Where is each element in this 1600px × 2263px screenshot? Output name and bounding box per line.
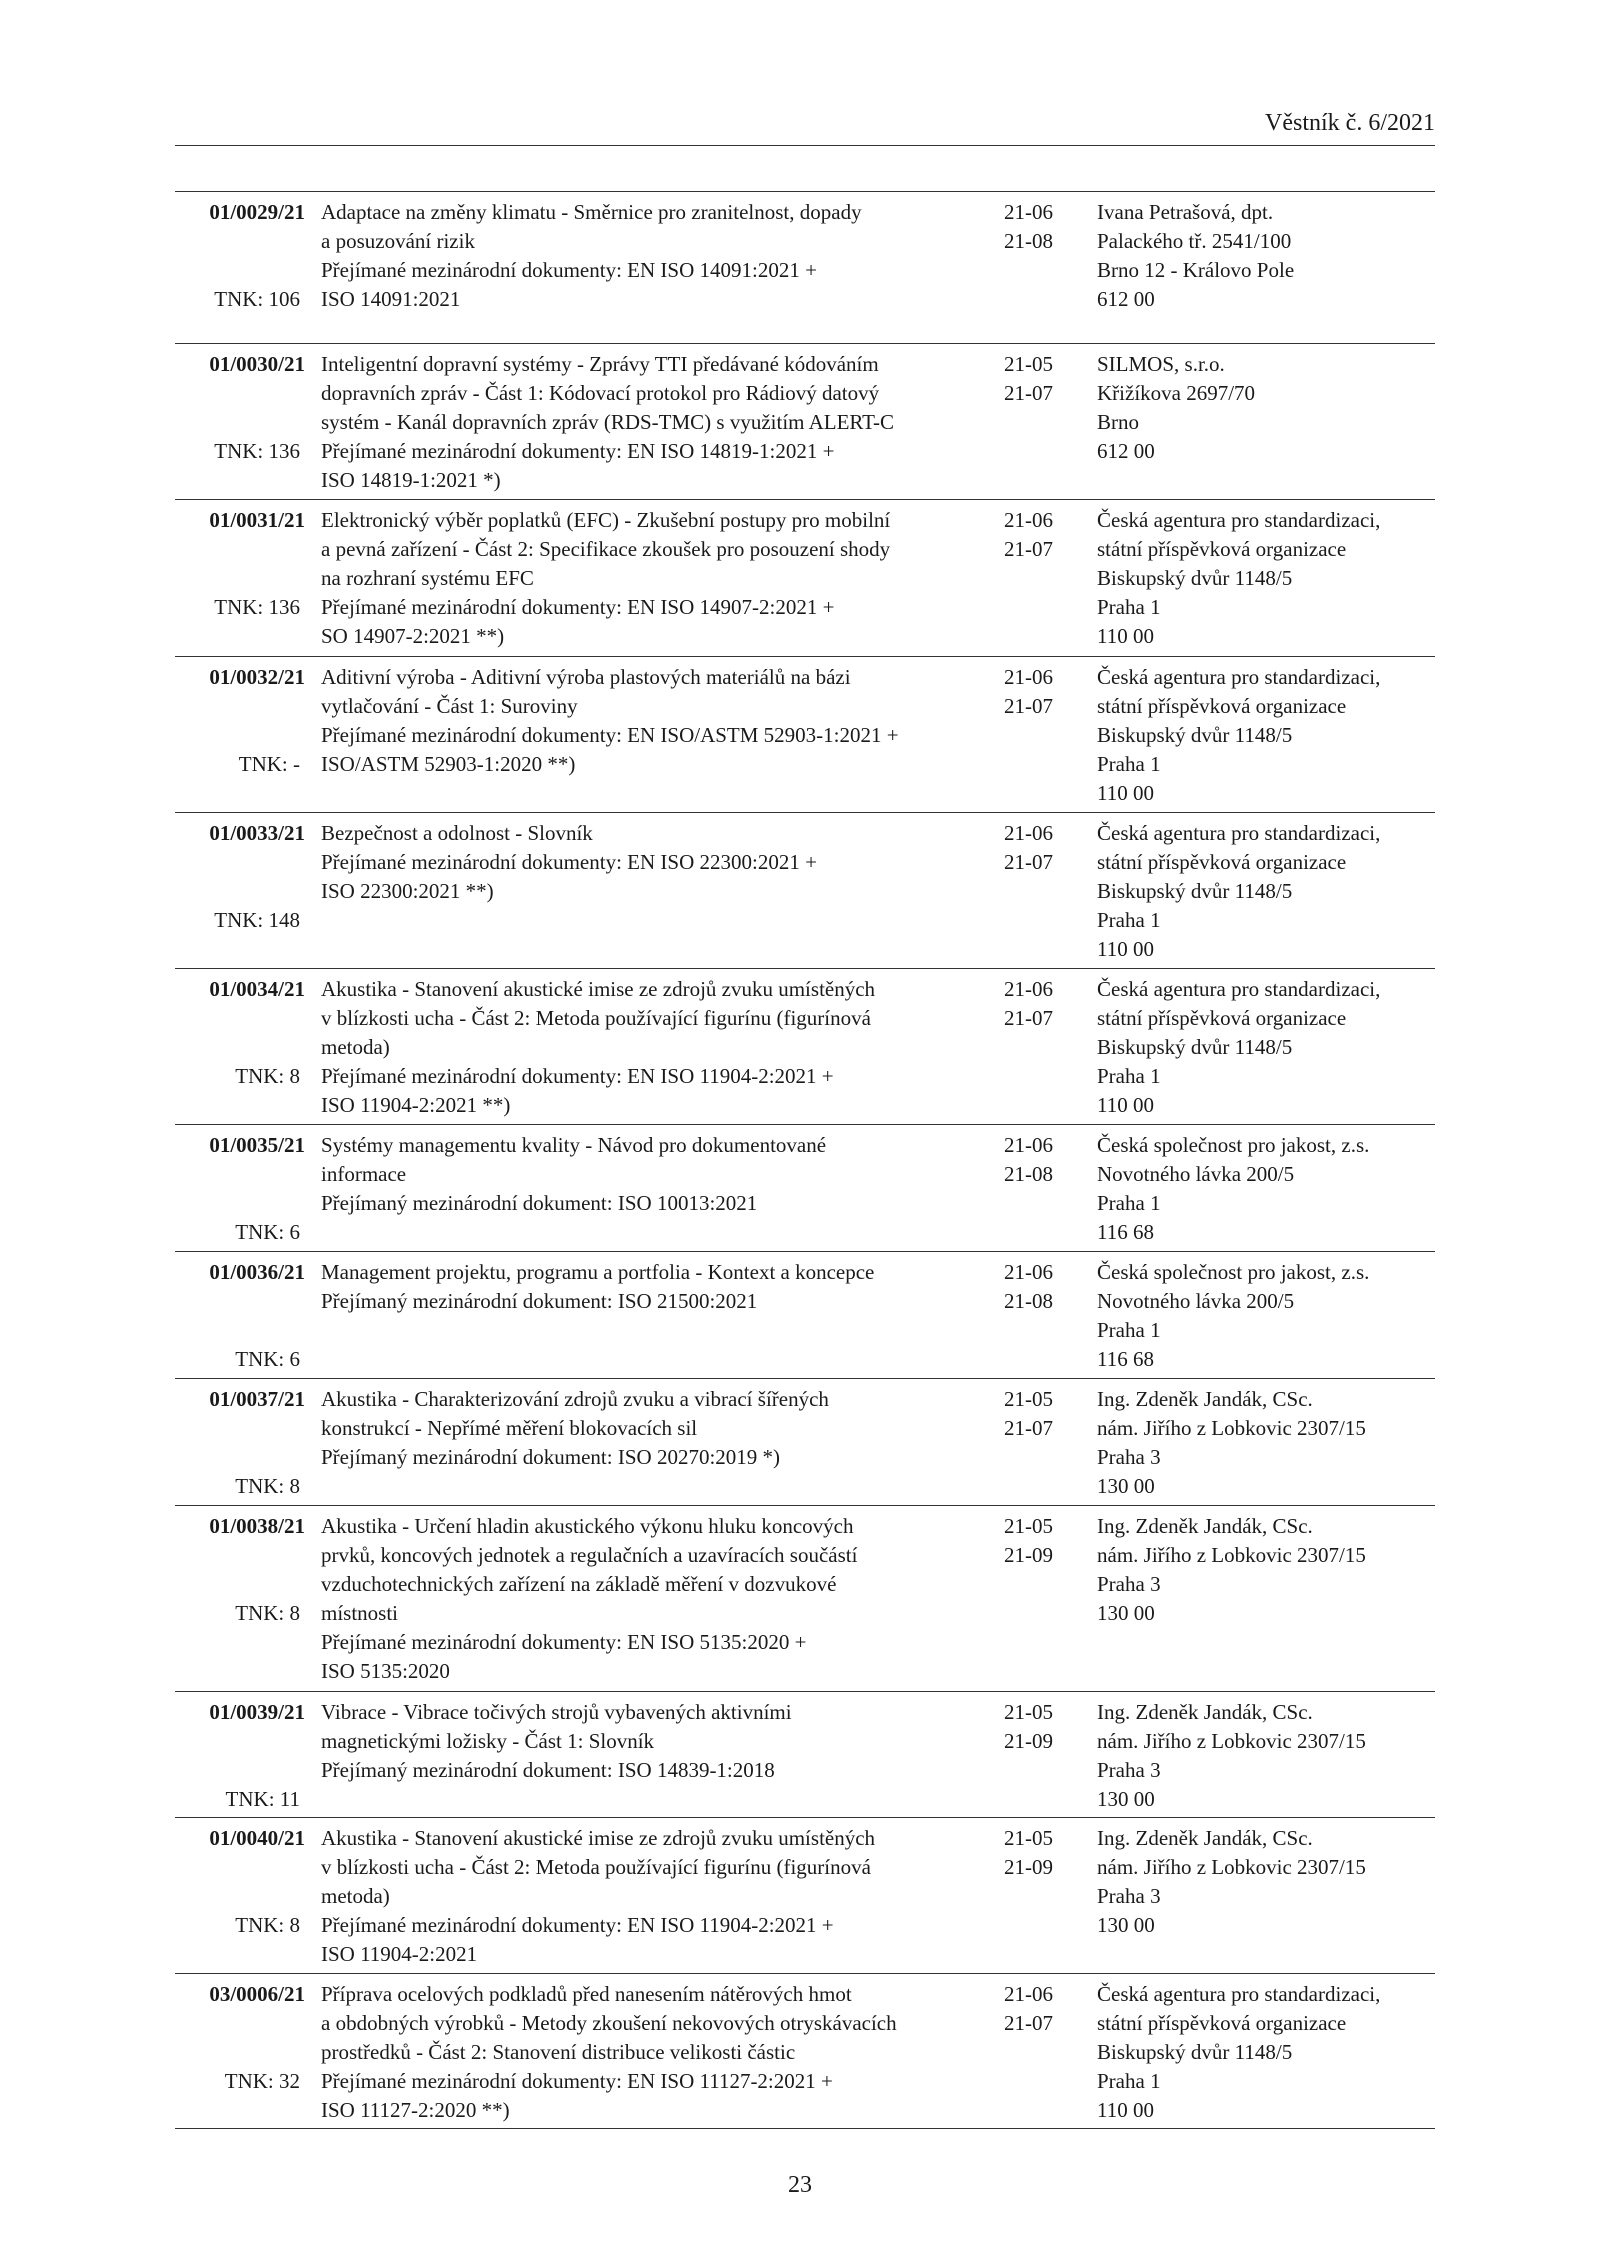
row-title: Aditivní výroba - Aditivní výroba plastových materiálů na bázi vytlačování - Část 1: Suroviny Přejímané mezinárodní dokumenty: EN ISO/ASTM 52903-1:2021 + ISO/ASTM 52903-1:2020 **) — [321, 665, 899, 776]
table-row — [175, 1506, 1435, 1692]
row-tnk: TNK: 11 — [225, 1787, 300, 1811]
header-rule — [175, 145, 1435, 146]
table-row — [175, 344, 1435, 500]
row-title: Vibrace - Vibrace točivých strojů vybavených aktivními magnetickými ložisky - Část 1: Slovník Přejímaný mezinárodní dokument: ISO 14839-1:2018 — [321, 1700, 792, 1782]
row-address: Česká společnost pro jakost, z.s. Novotného lávka 200/5 Praha 1 116 68 — [1097, 1133, 1370, 1244]
row-dates: 21-05 21-07 — [1004, 1387, 1053, 1440]
row-address: Česká agentura pro standardizaci, státní příspěvková organizace Biskupský dvůr 1148/5 Praha 1 110 00 — [1097, 1982, 1381, 2122]
row-title: Akustika - Charakterizování zdrojů zvuku a vibrací šířených konstrukcí - Nepřímé měření blokovacích sil Přejímaný mezinárodní dokument: ISO 20270:2019 *) — [321, 1387, 829, 1469]
row-address: Česká agentura pro standardizaci, státní příspěvková organizace Biskupský dvůr 1148/5 Praha 1 110 00 — [1097, 508, 1381, 648]
row-tnk: TNK: - — [238, 752, 300, 776]
row-id: 01/0034/21 — [209, 977, 305, 1001]
row-title: Systémy managementu kvality - Návod pro dokumentované informace Přejímaný mezinárodní dokument: ISO 10013:2021 — [321, 1133, 827, 1215]
row-tnk: TNK: 8 — [235, 1064, 300, 1088]
row-id: 01/0036/21 — [209, 1260, 305, 1284]
row-dates: 21-06 21-08 — [1004, 200, 1053, 253]
page-header: Věstník č. 6/2021 — [1265, 110, 1435, 136]
row-dates: 21-05 21-09 — [1004, 1700, 1053, 1753]
row-dates: 21-06 21-08 — [1004, 1260, 1053, 1313]
row-dates: 21-05 21-09 — [1004, 1514, 1053, 1567]
row-address: Ing. Zdeněk Jandák, CSc. nám. Jiřího z Lobkovic 2307/15 Praha 3 130 00 — [1097, 1826, 1366, 1937]
row-title: Příprava ocelových podkladů před nanesením nátěrových hmot a obdobných výrobků - Metody zkoušení nekovových otryskávacích prostředků - Část 2: Stanovení distribuce velikosti částic Přejímané mezinárodní dokumenty: EN ISO 11127-2:2021 + ISO 11127-2:2020 **) — [321, 1982, 897, 2122]
table-row — [175, 969, 1435, 1125]
row-tnk: TNK: 6 — [235, 1347, 300, 1371]
row-id: 01/0031/21 — [209, 508, 305, 532]
row-dates: 21-05 21-09 — [1004, 1826, 1053, 1879]
row-tnk: TNK: 6 — [235, 1220, 300, 1244]
table-row — [175, 813, 1435, 969]
row-tnk: TNK: 32 — [224, 2069, 300, 2093]
row-dates: 21-06 21-07 — [1004, 508, 1053, 561]
row-address: Ing. Zdeněk Jandák, CSc. nám. Jiřího z Lobkovic 2307/15 Praha 3 130 00 — [1097, 1387, 1366, 1498]
page-number: 23 — [788, 2172, 812, 2198]
table-row — [175, 1974, 1435, 2129]
row-address: Česká agentura pro standardizaci, státní příspěvková organizace Biskupský dvůr 1148/5 Praha 1 110 00 — [1097, 821, 1381, 961]
row-tnk: TNK: 148 — [214, 908, 300, 932]
row-dates: 21-06 21-07 — [1004, 665, 1053, 718]
row-dates: 21-06 21-07 — [1004, 977, 1053, 1030]
row-address: Ing. Zdeněk Jandák, CSc. nám. Jiřího z Lobkovic 2307/15 Praha 3 130 00 — [1097, 1700, 1366, 1811]
row-address: Česká agentura pro standardizaci, státní příspěvková organizace Biskupský dvůr 1148/5 Praha 1 110 00 — [1097, 665, 1381, 805]
row-address: Ivana Petrašová, dpt. Palackého tř. 2541/100 Brno 12 - Královo Pole 612 00 — [1097, 200, 1295, 311]
table-row — [175, 1125, 1435, 1252]
table-row — [175, 500, 1435, 657]
row-dates: 21-06 21-08 — [1004, 1133, 1053, 1186]
row-tnk: TNK: 136 — [214, 439, 300, 463]
row-title: Akustika - Určení hladin akustického výkonu hluku koncových prvků, koncových jednotek a regulačních a uzavíracích součástí vzduchotechnických zařízení na základě měření v dozvukové místnosti Přejímané mezinárodní dokumenty: EN ISO 5135:2020 + ISO 5135:2020 — [321, 1514, 858, 1683]
row-tnk: TNK: 106 — [214, 287, 300, 311]
row-id: 01/0033/21 — [209, 821, 305, 845]
table-row — [175, 1252, 1435, 1379]
table-row — [175, 1818, 1435, 1974]
row-id: 01/0030/21 — [209, 352, 305, 376]
row-tnk: TNK: 8 — [235, 1913, 300, 1937]
row-address: Česká společnost pro jakost, z.s. Novotného lávka 200/5 Praha 1 116 68 — [1097, 1260, 1370, 1371]
row-tnk: TNK: 8 — [235, 1601, 300, 1625]
row-id: 01/0029/21 — [209, 200, 305, 224]
row-dates: 21-06 21-07 — [1004, 821, 1053, 874]
table-row — [175, 1692, 1435, 1818]
row-id: 01/0040/21 — [209, 1826, 305, 1850]
row-title: Akustika - Stanovení akustické imise ze zdrojů zvuku umístěných v blízkosti ucha - Část 2: Metoda používající figurínu (figurínová metoda) Přejímané mezinárodní dokumenty: EN ISO 11904-2:2021 + ISO 11904-2:2021 **) — [321, 977, 876, 1117]
row-id: 03/0006/21 — [209, 1982, 305, 2006]
row-dates: 21-05 21-07 — [1004, 352, 1053, 405]
table-row — [175, 1379, 1435, 1506]
row-id: 01/0035/21 — [209, 1133, 305, 1157]
standards-table — [175, 191, 1435, 2129]
row-title: Akustika - Stanovení akustické imise ze zdrojů zvuku umístěných v blízkosti ucha - Část 2: Metoda používající figurínu (figurínová metoda) Přejímané mezinárodní dokumenty: EN ISO 11904-2:2021 + ISO 11904-2:2021 — [321, 1826, 876, 1966]
row-title: Management projektu, programu a portfolia - Kontext a koncepce Přejímaný mezinárodní dokument: ISO 21500:2021 — [321, 1260, 875, 1313]
row-tnk: TNK: 136 — [214, 595, 300, 619]
row-title: Inteligentní dopravní systémy - Zprávy TTI předávané kódováním dopravních zpráv - Část 1: Kódovací protokol pro Rádiový datový systém - Kanál dopravních zpráv (RDS-TMC) s využitím ALERT-C Přejímané mezinárodní dokumenty: EN ISO 14819-1:2021 + ISO 14819-1:2021 *) — [321, 352, 895, 492]
row-id: 01/0039/21 — [209, 1700, 305, 1724]
row-address: Ing. Zdeněk Jandák, CSc. nám. Jiřího z Lobkovic 2307/15 Praha 3 130 00 — [1097, 1514, 1366, 1625]
row-tnk: TNK: 8 — [235, 1474, 300, 1498]
row-id: 01/0037/21 — [209, 1387, 305, 1411]
row-title: Elektronický výběr poplatků (EFC) - Zkušební postupy pro mobilní a pevná zařízení - Část 2: Specifikace zkoušek pro posouzení shody na rozhraní systému EFC Přejímané mezinárodní dokumenty: EN ISO 14907-2:2021 + SO 14907-2:2021 **) — [321, 508, 891, 648]
row-id: 01/0032/21 — [209, 665, 305, 689]
row-title: Adaptace na změny klimatu - Směrnice pro zranitelnost, dopady a posuzování rizik Přejímané mezinárodní dokumenty: EN ISO 14091:2021 + ISO 14091:2021 — [321, 200, 862, 311]
table-row — [175, 657, 1435, 813]
row-title: Bezpečnost a odolnost - Slovník Přejímané mezinárodní dokumenty: EN ISO 22300:2021 + ISO 22300:2021 **) — [321, 821, 817, 903]
row-id: 01/0038/21 — [209, 1514, 305, 1538]
row-dates: 21-06 21-07 — [1004, 1982, 1053, 2035]
row-address: SILMOS, s.r.o. Křižíkova 2697/70 Brno 612 00 — [1097, 352, 1256, 463]
table-row — [175, 192, 1435, 344]
row-address: Česká agentura pro standardizaci, státní příspěvková organizace Biskupský dvůr 1148/5 Praha 1 110 00 — [1097, 977, 1381, 1117]
